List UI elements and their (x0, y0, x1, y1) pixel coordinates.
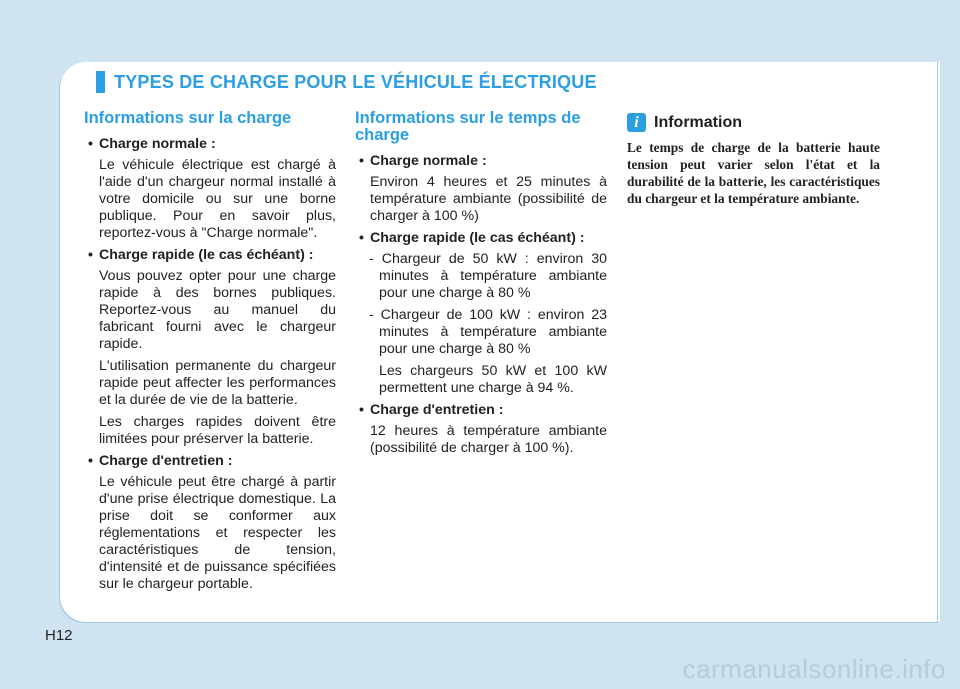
paragraph: Les chargeurs 50 kW et 100 kW permettent une charge à 94 %. (379, 363, 607, 396)
info-icon: i (627, 113, 646, 132)
bullet-icon: • (88, 136, 93, 152)
bullet-label: Charge normale : (370, 153, 487, 169)
paragraph: Environ 4 heures et 25 minutes à température ambiante (possibilité de charger à 100 %) (370, 174, 607, 224)
bullet-label: Charge rapide (le cas échéant) : (370, 230, 585, 246)
column-charge-info (84, 110, 336, 598)
information-title: Information (654, 114, 742, 131)
paragraph: L'utilisation permanente du chargeur rapide peut affecter les performances et la durée de vie de la batterie. (99, 358, 336, 408)
information-header (627, 113, 880, 132)
section-heading: Informations sur la charge (84, 109, 292, 127)
section-heading: Informations sur le temps de charge (355, 109, 581, 144)
panel-divider (937, 62, 938, 622)
bullet-label: Charge d'entretien : (99, 453, 233, 469)
bullet-label: Charge rapide (le cas échéant) : (99, 247, 314, 263)
bullet-item (84, 136, 336, 153)
bullet-label: Charge normale : (99, 136, 216, 152)
bullet-icon: • (359, 402, 364, 418)
watermark: carmanualsonline.info (682, 654, 946, 684)
bullet-item (355, 230, 607, 247)
paragraph: Le véhicule peut être chargé à partir d'une prise électrique domestique. La prise doit se conformer aux réglementations et respecter les caractéristiques de tension, d'intensité et de puissance spécifiées sur le chargeur portable. (99, 474, 336, 592)
title-accent-bar (96, 71, 105, 93)
page-number: H12 (45, 627, 73, 644)
dash-item: - Chargeur de 50 kW : environ 30 minutes à température ambiante pour une charge à 80 % (369, 251, 607, 301)
dash-item: - Chargeur de 100 kW : environ 23 minutes à température ambiante pour une charge à 80 % (369, 307, 607, 357)
bullet-item (84, 453, 336, 470)
column-charge-time (355, 110, 607, 462)
bullet-icon: • (359, 153, 364, 169)
paragraph: Vous pouvez opter pour une charge rapide à des bornes publiques. Reportez-vous au manuel du fabricant fourni avec le chargeur rapide. (99, 268, 336, 352)
paragraph: Le véhicule électrique est chargé à l'aide d'un chargeur normal installé à votre domicile ou sur une borne publique. Pour en savoir plus, reportez-vous à "Charge normale". (99, 157, 336, 241)
paragraph: 12 heures à température ambiante (possibilité de charger à 100 %). (370, 423, 607, 456)
bullet-icon: • (359, 230, 364, 246)
information-text: Le temps de charge de la batterie haute tension peut varier selon l'état et la durabilité de la batterie, les caractéristiques du chargeur et la température ambiante. (627, 140, 880, 206)
bullet-icon: • (88, 453, 93, 469)
information-box (627, 110, 880, 207)
bullet-item (84, 247, 336, 264)
page-title: TYPES DE CHARGE POUR LE VÉHICULE ÉLECTRIQUE (114, 72, 597, 92)
paragraph: Les charges rapides doivent être limitées pour préserver la batterie. (99, 414, 336, 447)
bullet-item (355, 402, 607, 419)
bullet-icon: • (88, 247, 93, 263)
bullet-item (355, 153, 607, 170)
bullet-label: Charge d'entretien : (370, 402, 504, 418)
